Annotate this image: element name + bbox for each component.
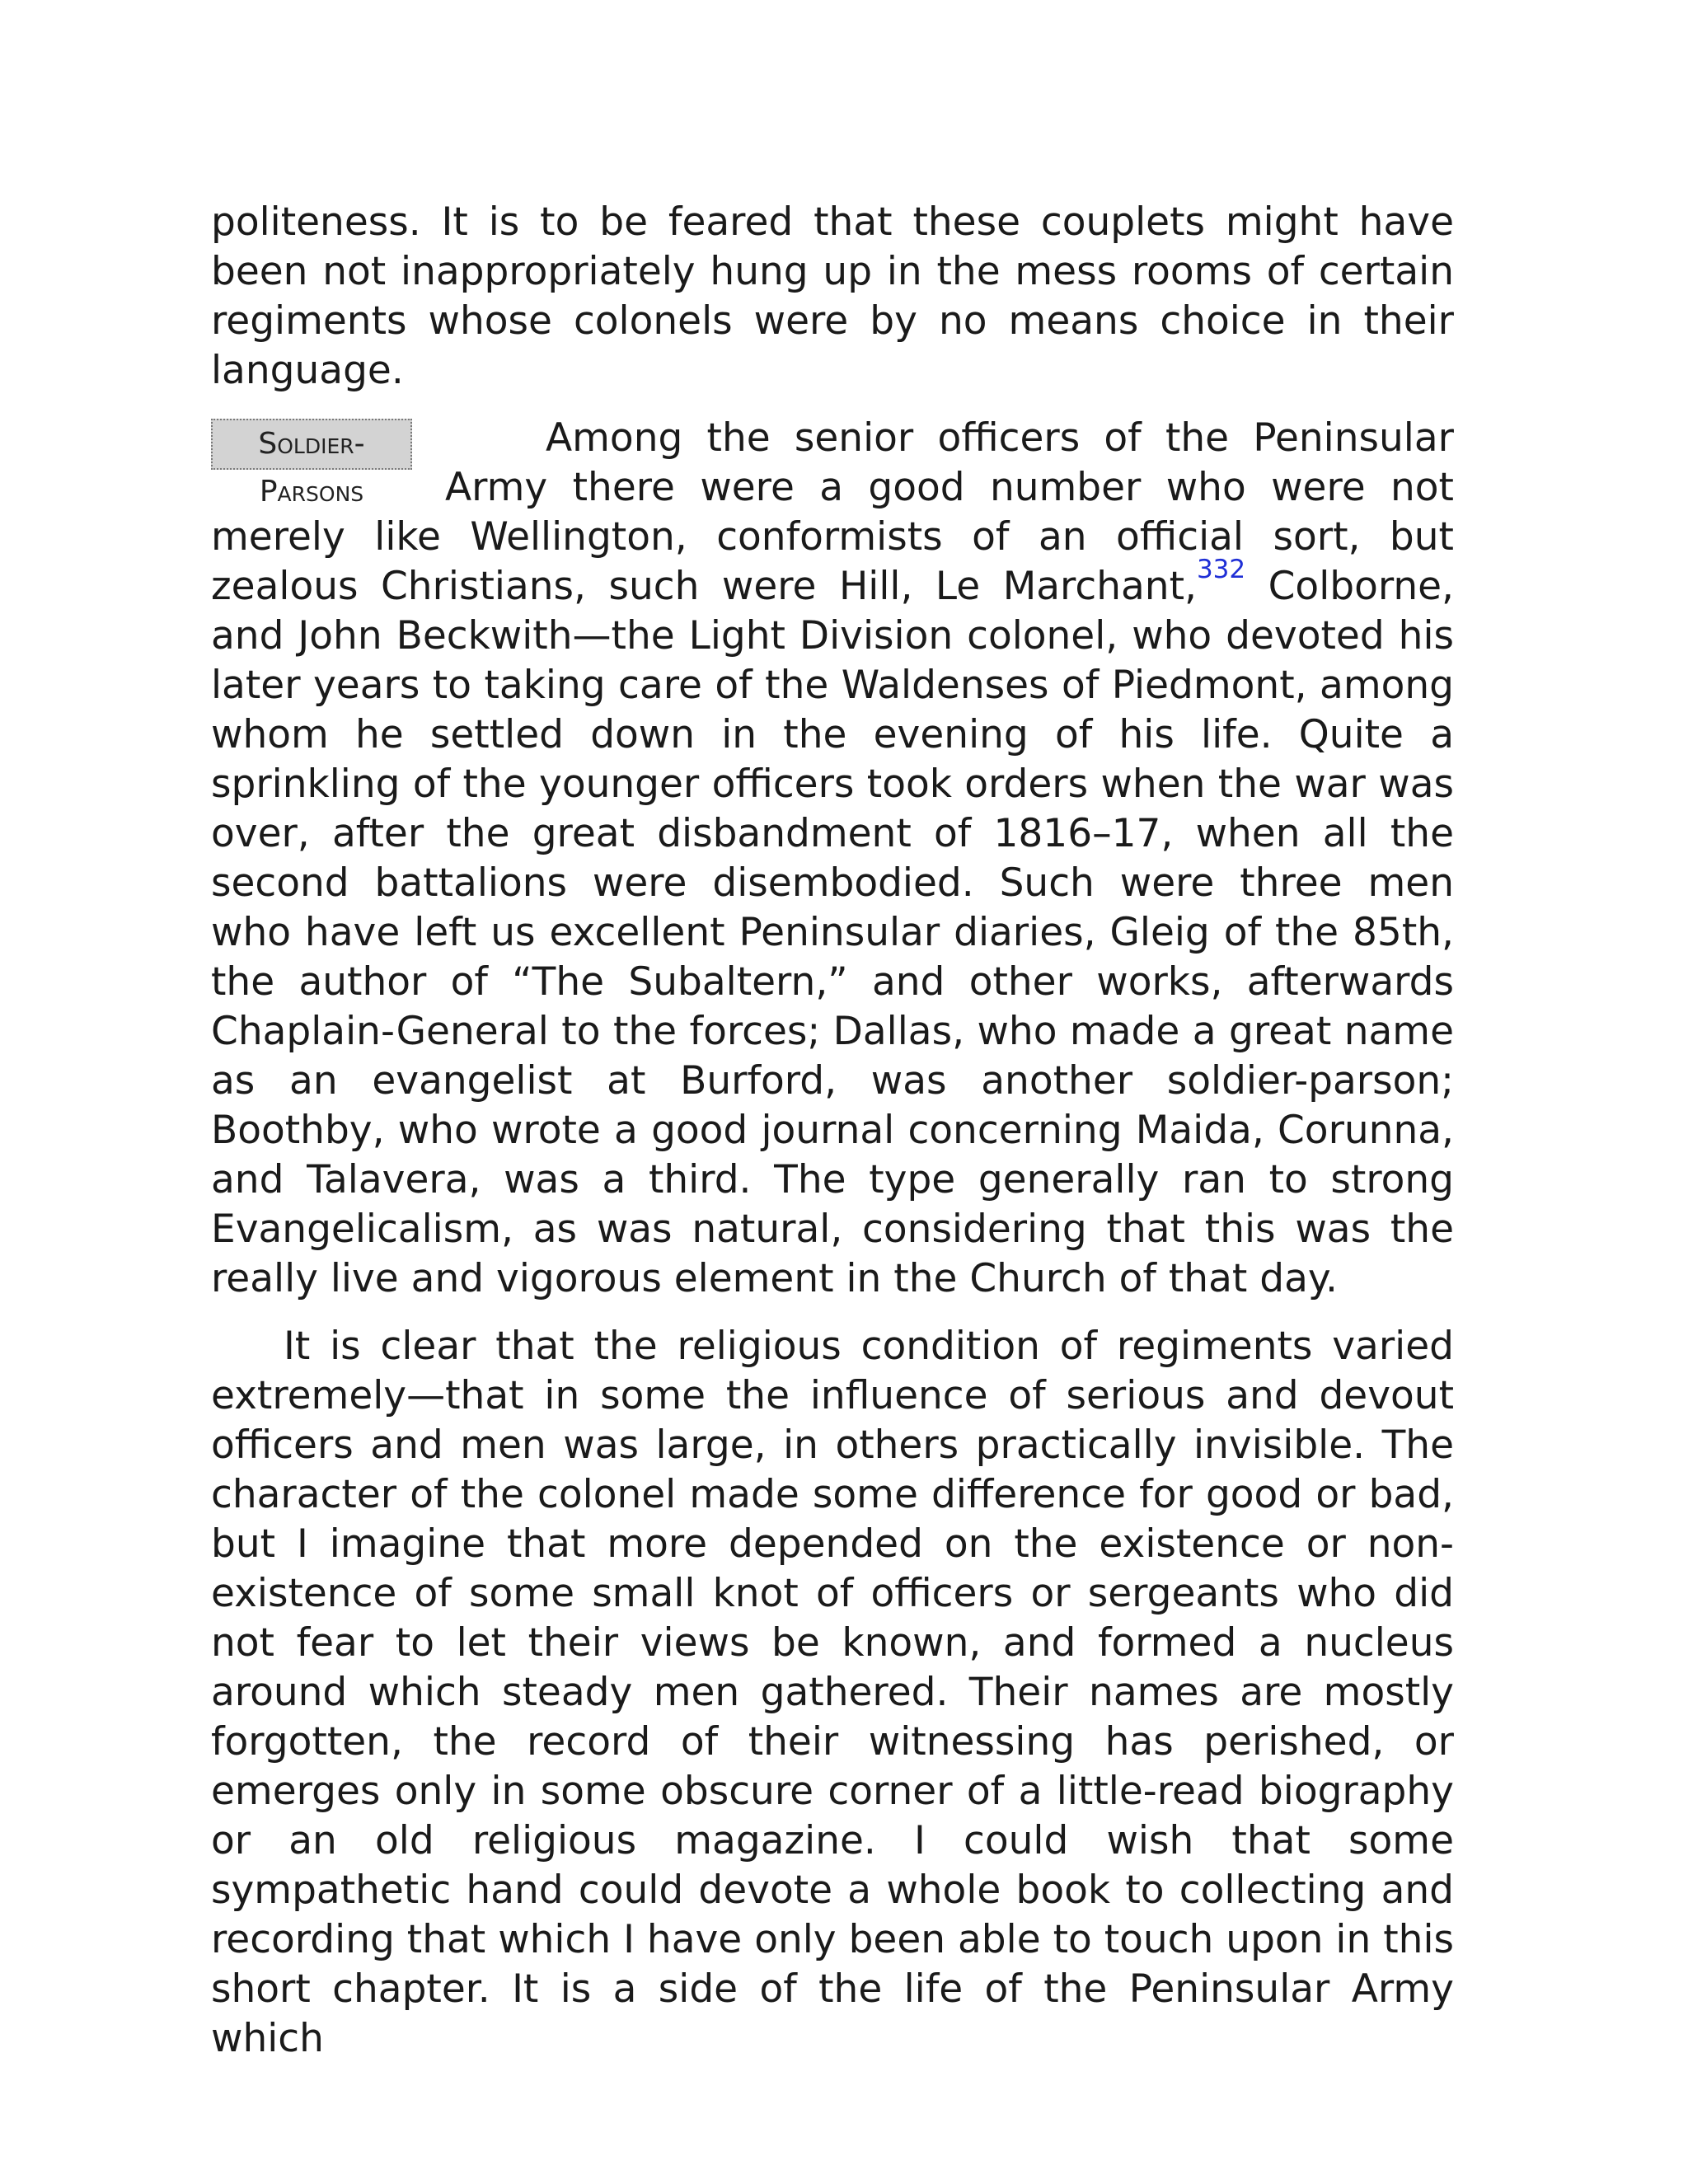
footnote-link-332[interactable]: 332: [1196, 555, 1246, 584]
paragraph-text: It is clear that the religious condition of regiments varied extremely—that in some the influence of serious and devout officers and men was large, in others practically invisible. The character of the colonel made some difference for good or bad, but I imagine that more depended on the existence or non-existence of some small knot of officers or sergeants who did not fear to let their views be known, and formed a nucleus around which steady men gathered. Their names are mostly forgotten, the record of their witnessing has perished, or emerges only in some obscure corner of a little-read biography or an old religious magazine. I could wish that some sympathetic hand could devote a whole book to collecting and recording that which I have only been able to touch upon in this short chapter. It is a side of the life of the Peninsular Army which: [211, 1324, 1454, 2061]
paragraph-text-after-footnote: Colborne, and John Beckwith—the Light Division colonel, who devoted his later years to taking care of the Waldenses of Piedmont, among whom he settled down in the evening of his life. Quite a sprinkling of the younger officers took orders when the war was over, after the great disbandment of 1816–17, when all the second battalions were disembodied. Such were three men who have left us excellent Peninsular diaries, Gleig of the 85th, the author of “The Subaltern,” and other works, afterwards Chaplain-General to the forces; Dallas, who made a great name as an evangelist at Burford, was another soldier-parson; Boothby, who wrote a good journal concerning Maida, Corunna, and Talavera, was a third. The type generally ran to strong Evangelicalism, as was natural, considering that this was the really live and vigorous element in the Church of that day.: [211, 564, 1454, 1301]
sidenote-soldier-parsons: Soldier-Parsons: [211, 419, 412, 470]
paragraph-religious-condition: [211, 1322, 1454, 2064]
paragraph-continuation: politeness. It is to be feared that these couplets might have been not inappropriately hung up in the mess rooms of certain regiments whose colonels were by no means choice in their language.: [211, 199, 1454, 393]
page-body: [211, 198, 1454, 2064]
paragraph-soldier-parsons: [211, 414, 1454, 1304]
paragraph-text-before-footnote: Among the senior officers of the Peninsular Army there were a good number who were not merely like Wellington, conformists of an official sort, but zealous Christians, such were Hill, Le Marchant,: [211, 415, 1454, 609]
